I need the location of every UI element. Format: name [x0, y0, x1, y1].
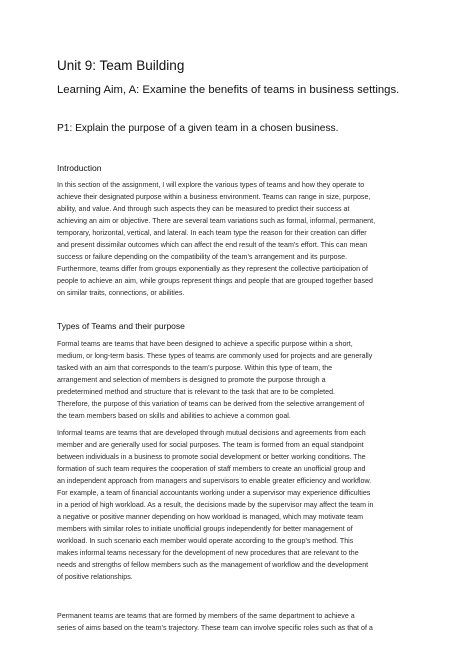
learning-aim-title: Learning Aim, A: Examine the benefits of teams in business settings. — [57, 84, 400, 96]
formal-teams-paragraph — [57, 338, 437, 422]
text-line: needs and strengths of fellow members such as the management of workflow and the development — [57, 561, 369, 569]
text-line: on similar traits, connections, or abilities. — [57, 289, 185, 297]
text-line: tasked with an aim that corresponds to the team’s purpose. Within this type of team, the — [57, 364, 333, 372]
text-line: member and are generally used for social purposes. The team is formed from an equal standpoint — [57, 441, 364, 449]
text-line: workload. In such scenario each member would operate according to the group’s method. This — [57, 537, 354, 545]
text-line: Formal teams are teams that have been designed to achieve a specific purpose within a short, — [57, 340, 353, 348]
types-of-teams-heading: Types of Teams and their purpose — [57, 321, 185, 331]
unit-title: Unit 9: Team Building — [57, 58, 185, 73]
text-line: ability, and value. And through such aspects they can be measured to predict their success at — [57, 205, 350, 213]
text-line: a negative or positive manner depending on how workload is managed, which may motivate team — [57, 513, 363, 521]
text-line: temporary, horizontal, vertical, and lateral. In each team type the reason for their creation can differ — [57, 229, 367, 237]
introduction-paragraph — [57, 179, 437, 299]
text-line: medium, or long-term basis. These types of teams are commonly used for projects and are generally — [57, 352, 373, 360]
text-line: In this section of the assignment, I will explore the various types of teams and how they operate to — [57, 181, 365, 189]
text-line: makes informal teams necessary for the development of new procedures that are relevant to the — [57, 549, 359, 557]
introduction-heading: Introduction — [57, 163, 102, 173]
text-line: arrangement and selection of members is designed to promote the purpose through a — [57, 376, 326, 384]
text-line: an independent approach from managers and supervisors to enable greater efficiency and workflow. — [57, 477, 372, 485]
text-line: series of aims based on the team’s trajectory. These team can involve specific roles such as that of a — [57, 624, 373, 632]
text-line: success or failure depending on the compatibility of the team’s arrangement and its purpose. — [57, 253, 348, 261]
permanent-teams-paragraph — [57, 610, 437, 634]
text-line: of positive relationships. — [57, 573, 133, 581]
text-line: Permanent teams are teams that are formed by members of the same department to achieve a — [57, 612, 355, 620]
text-line: people to achieve an aim, while groups represent things and people that are grouped together based — [57, 277, 373, 285]
text-line: between individuals in a business to promote social development or better working conditions. The — [57, 453, 366, 461]
text-line: predetermined method and structure that is relevant to the task that are to be completed. — [57, 388, 335, 396]
text-line: achieving an aim or objective. There are several team variations such as formal, informal, permanent, — [57, 217, 376, 225]
p1-title: P1: Explain the purpose of a given team in a chosen business. — [57, 123, 339, 134]
text-line: the team members based on skills and abilities to achieve a common goal. — [57, 412, 291, 420]
text-line: Informal teams are teams that are developed through mutual decisions and agreements from each — [57, 429, 366, 437]
informal-teams-paragraph — [57, 427, 437, 583]
text-line: Therefore, the purpose of this variation of teams can be derived from the selective arrangement of — [57, 400, 365, 408]
text-line: in a period of high workload. As a result, the decisions made by the supervisor may affect the team in — [57, 501, 374, 509]
text-line: and present dissimilar outcomes which can affect the end result of the team’s effort. This can mean — [57, 241, 368, 249]
text-line: Furthermore, teams differ from groups exponentially as they represent the collective participation of — [57, 265, 368, 273]
text-line: achieve their designated purpose within a business environment. Teams can range in size, purpose, — [57, 193, 371, 201]
text-line: formation of such team requires the cooperation of staff members to create an unofficial group and — [57, 465, 366, 473]
text-line: For example, a team of financial accountants working under a supervisor may experience difficulties — [57, 489, 371, 497]
text-line: members with similar roles to initiate unofficial groups independently for better management of — [57, 525, 353, 533]
